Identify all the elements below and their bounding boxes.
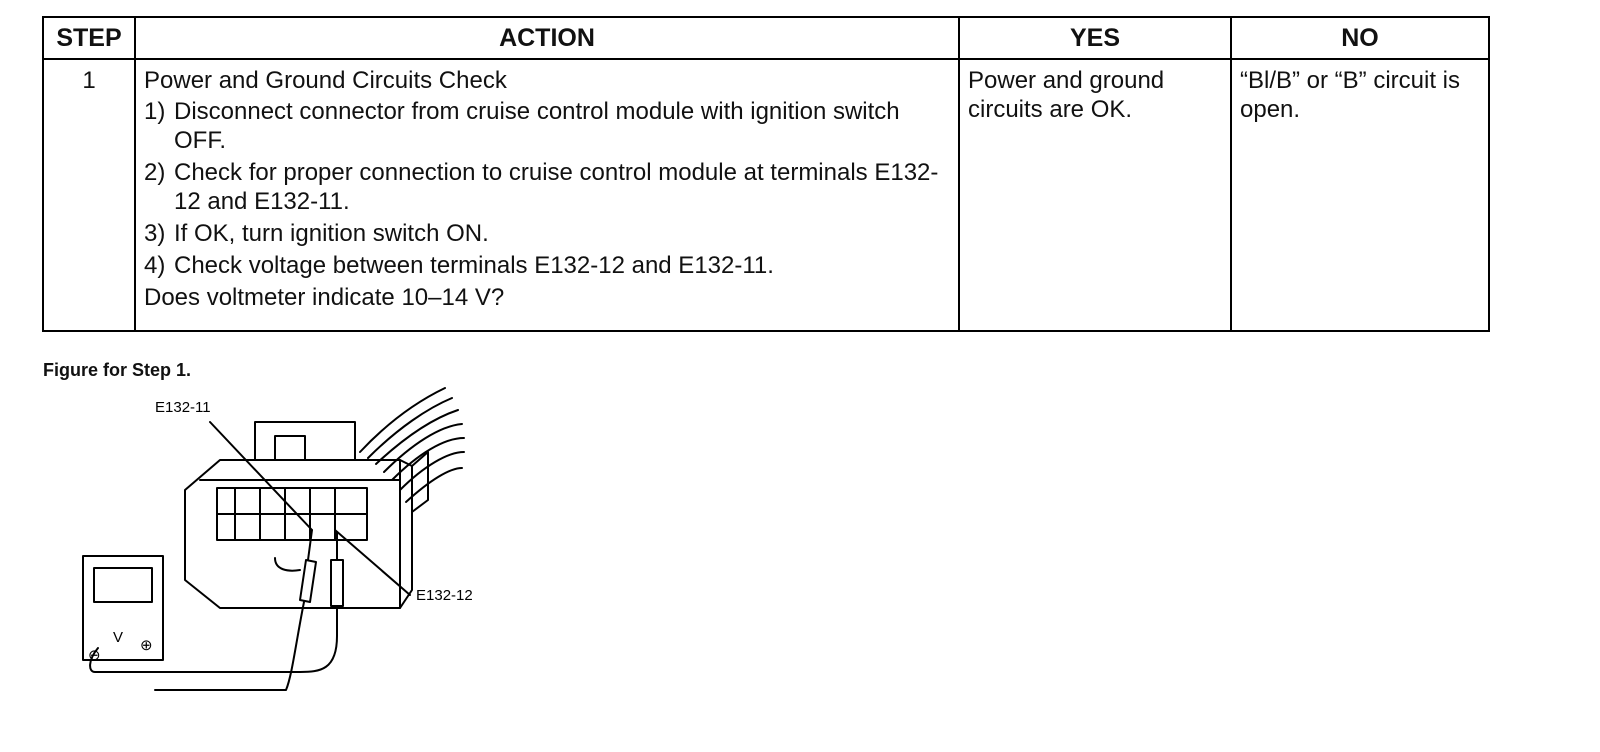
header-yes: YES — [959, 17, 1231, 59]
figure-caption: Figure for Step 1. — [43, 360, 192, 380]
step-number: 1 — [43, 59, 135, 331]
header-step: STEP — [43, 17, 135, 59]
action-cell — [135, 59, 959, 331]
test-lead-positive — [155, 602, 304, 690]
plus-terminal-icon: ⊕ — [140, 637, 153, 654]
step-question: Does voltmeter indicate 10–14 V? — [144, 284, 505, 311]
substep-list — [144, 97, 950, 280]
diagnostic-table — [42, 16, 1490, 332]
substep-1: 1) Disconnect connector from cruise control module with ignition switch OFF. — [144, 98, 900, 154]
table-row — [43, 59, 1489, 331]
table-header-row — [43, 17, 1489, 59]
substep-3: 3) If OK, turn ignition switch ON. — [144, 220, 489, 247]
test-lead-negative — [90, 606, 337, 672]
leader-line-e132-12 — [335, 530, 410, 595]
step-title: Power and Ground Circuits Check — [144, 67, 507, 94]
no-cell: “Bl/B” or “B” circuit is open. — [1231, 59, 1489, 331]
label-e132-11: E132-11 — [155, 399, 211, 416]
header-no: NO — [1231, 17, 1489, 59]
minus-terminal-icon: ⊖ — [88, 647, 101, 664]
label-e132-12: E132-12 — [416, 587, 473, 604]
probe-right — [331, 532, 343, 606]
header-action: ACTION — [135, 17, 959, 59]
connector-voltmeter-figure — [60, 380, 540, 720]
substep-2: 2) Check for proper connection to cruise control module at terminals E132-12 and E132-11. — [144, 159, 939, 215]
substep-4: 4) Check voltage between terminals E132-12 and E132-11. — [144, 252, 774, 279]
yes-cell: Power and ground circuits are OK. — [959, 59, 1231, 331]
voltmeter-symbol: V — [113, 629, 124, 646]
